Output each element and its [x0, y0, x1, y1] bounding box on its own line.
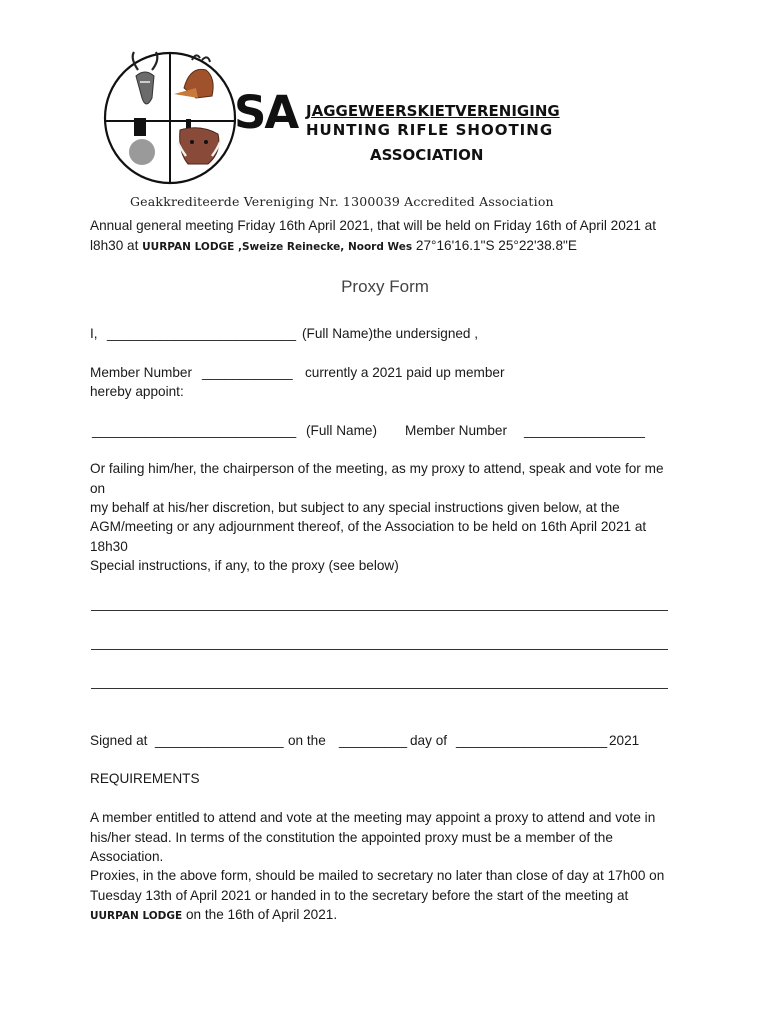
requirements-line-3: Association. — [90, 849, 164, 864]
signed-place-field[interactable]: _________________ — [155, 733, 284, 748]
instructions-line-2[interactable] — [91, 649, 668, 650]
full-name-label: (Full Name)the undersigned , — [302, 326, 479, 341]
registration-line: Geakkrediteerde Vereniging Nr. 1300039 Accredited Association — [130, 194, 554, 209]
instructions-line-3[interactable] — [91, 688, 668, 689]
signed-year: 2021 — [609, 733, 640, 748]
page-title: Proxy Form — [341, 277, 429, 296]
member-number-field[interactable]: ____________ — [202, 365, 293, 380]
intro-venue: UURPAN LODGE ,Sweize Reinecke, Noord Wes — [142, 241, 413, 253]
antelope-head-icon — [174, 55, 213, 98]
org-name-english: HUNTING RIFLE SHOOTING — [306, 121, 554, 139]
member-number-label: Member Number — [90, 365, 192, 380]
org-name-association: ASSOCIATION — [370, 146, 484, 164]
requirements-venue: UURPAN LODGE — [90, 910, 183, 922]
signed-at-label: Signed at — [90, 733, 148, 748]
logo-initials: SA — [234, 86, 298, 139]
signed-day-field[interactable]: _________ — [339, 733, 408, 748]
association-logo — [100, 48, 240, 188]
body-line-6: Special instructions, if any, to the proxy (see below) — [90, 558, 399, 573]
intro-line-1: Annual general meeting Friday 16th April 2021, that will be held on Friday 16th of April 2021 at — [90, 218, 657, 233]
requirements-line-1: A member entitled to attend and vote at the meeting may appoint a proxy to attend and vote in — [90, 810, 656, 825]
proxy-name-label: (Full Name) — [306, 423, 377, 438]
requirements-line-2: his/her stead. In terms of the constitution the appointed proxy must be a member of the — [90, 830, 613, 845]
requirements-date: on the 16th of April 2021. — [182, 907, 338, 922]
hereby-appoint-text: hereby appoint: — [90, 384, 184, 399]
proxy-name-field[interactable]: ___________________________ — [92, 423, 297, 438]
body-line-1: Or failing him/her, the chairperson of the meeting, as my proxy to attend, speak and vote for me — [90, 461, 664, 476]
full-name-field[interactable]: _________________________ — [107, 326, 297, 341]
i-label: I, — [90, 326, 98, 341]
on-the-label: on the — [288, 733, 326, 748]
requirements-line-4: Proxies, in the above form, should be mailed to secretary no later than close of day at 17h00 on — [90, 868, 665, 883]
instructions-line-1[interactable] — [91, 610, 668, 611]
requirements-line-5: Tuesday 13th of April 2021 or handed in to the secretary before the start of the meeting at — [90, 888, 629, 903]
body-line-4: AGM/meeting or any adjournment thereof, of the Association to be held on 16th April 2021 at — [90, 519, 647, 534]
requirements-line-6 — [90, 905, 337, 926]
body-line-2: on — [90, 481, 106, 496]
proxy-member-number-label: Member Number — [405, 423, 507, 438]
paid-up-text: currently a 2021 paid up member — [305, 365, 505, 380]
signed-month-field[interactable]: ____________________ — [456, 733, 608, 748]
kudu-head-icon — [133, 52, 158, 104]
day-of-label: day of — [410, 733, 448, 748]
intro-line-2 — [90, 236, 577, 257]
body-line-5: 18h30 — [90, 539, 128, 554]
org-name-afrikaans: JAGGEWEERSKIETVERENIGING — [306, 102, 560, 120]
intro-prefix: l8h30 at — [90, 238, 143, 253]
requirements-heading: REQUIREMENTS — [90, 771, 200, 786]
warthog-head-icon — [178, 128, 220, 164]
proxy-member-number-field[interactable]: ________________ — [524, 423, 645, 438]
body-line-3: my behalf at his/her discretion, but subject to any special instructions given below, at the — [90, 500, 620, 515]
intro-coordinates: 27°16'16.1"S 25°22'38.8"E — [412, 238, 577, 253]
